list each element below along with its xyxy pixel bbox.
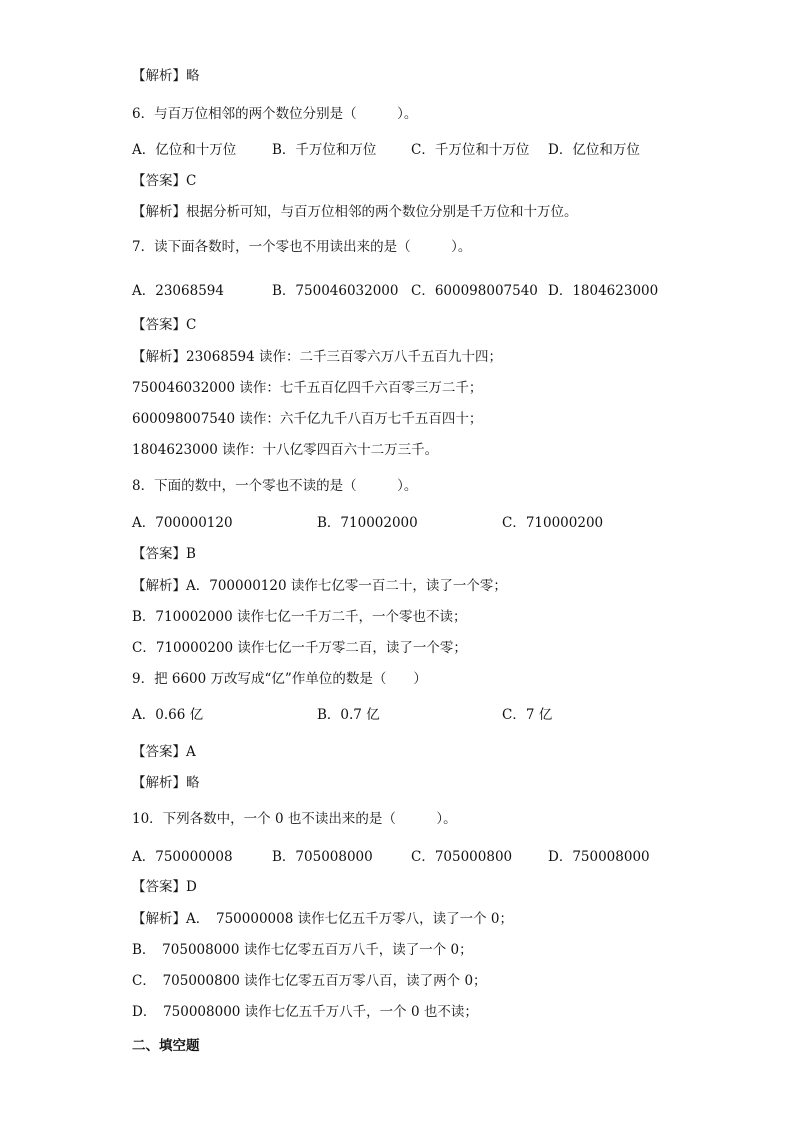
q6-option-b: B．千万位和万位 [272, 142, 377, 158]
q8-option-b: B．710002000 [317, 515, 418, 531]
q8-explanation-2: B．710002000 读作七亿一千万二千，一个零也不读； [132, 609, 467, 625]
q7-stem: 7．读下面各数时，一个零也不用读出来的是（ ）。 [132, 239, 472, 255]
q8-stem: 8．下面的数中，一个零也不读的是（ ）。 [132, 478, 418, 494]
q10-option-b: B．705008000 [272, 849, 373, 865]
q8-answer: 【答案】B [132, 546, 196, 562]
q7-option-d: D．1804623000 [548, 283, 659, 299]
q8-option-a: A．700000120 [132, 515, 233, 531]
q9-explanation: 【解析】略 [132, 775, 200, 791]
q7-option-a: A．23068594 [132, 283, 224, 299]
q9-option-a: A．0.66 亿 [132, 707, 204, 723]
q7-option-c: C．600098007540 [411, 283, 538, 299]
q10-option-d: D．750008000 [548, 849, 650, 865]
q7-option-b: B．750046032000 [272, 283, 399, 299]
q8-explanation-3: C．710000200 读作七亿一千万零二百，读了一个零； [132, 640, 467, 656]
q7-explanation-1: 【解析】23068594 读作：二千三百零六万八千五百九十四； [132, 349, 503, 365]
q9-answer: 【答案】A [132, 744, 196, 760]
q9-option-c: C．7 亿 [502, 707, 553, 723]
q10-stem: 10．下列各数中，一个 0 也不读出来的是（ ）。 [132, 811, 457, 827]
q6-answer: 【答案】C [132, 173, 197, 189]
q10-option-c: C．705000800 [411, 849, 513, 865]
q10-answer: 【答案】D [132, 879, 197, 895]
q5-explanation: 【解析】略 [132, 68, 200, 84]
q7-explanation-3: 600098007540 读作：六千亿九千八百万七千五百四十； [132, 411, 483, 427]
q10-explanation-2: B． 705008000 读作七亿零五百万八千，读了一个 0； [132, 942, 473, 958]
q6-option-c: C．千万位和十万位 [411, 142, 530, 158]
q7-answer: 【答案】C [132, 317, 197, 333]
q10-explanation-3: C． 705000800 读作七亿零五百万零八百，读了两个 0； [132, 973, 487, 989]
q8-explanation-1: 【解析】A．700000120 读作七亿零一百二十，读了一个零； [132, 578, 507, 594]
q7-explanation-2: 750046032000 读作：七千五百亿四千六百零三万二千； [132, 380, 483, 396]
q6-option-d: D．亿位和万位 [548, 142, 640, 158]
section-heading-fill-in: 二、填空题 [132, 1038, 200, 1054]
q10-option-a: A．750000008 [132, 849, 233, 865]
q7-explanation-4: 1804623000 读作：十八亿零四百六十二万三千。 [132, 442, 439, 458]
q6-explanation: 【解析】根据分析可知，与百万位相邻的两个数位分别是千万位和十万位。 [132, 204, 578, 220]
q9-stem: 9．把 6600 万改写成“亿”作单位的数是（ ） [132, 671, 427, 687]
q10-explanation-4: D． 750008000 读作七亿五千万八千，一个 0 也不读； [132, 1004, 478, 1020]
q10-explanation-1: 【解析】A． 750000008 读作七亿五千万零八，读了一个 0； [132, 911, 513, 927]
q9-option-b: B．0.7 亿 [317, 707, 380, 723]
q8-option-c: C．710000200 [502, 515, 604, 531]
q6-option-a: A．亿位和十万位 [132, 142, 237, 158]
q6-stem: 6．与百万位相邻的两个数位分别是（ ）。 [132, 106, 418, 122]
